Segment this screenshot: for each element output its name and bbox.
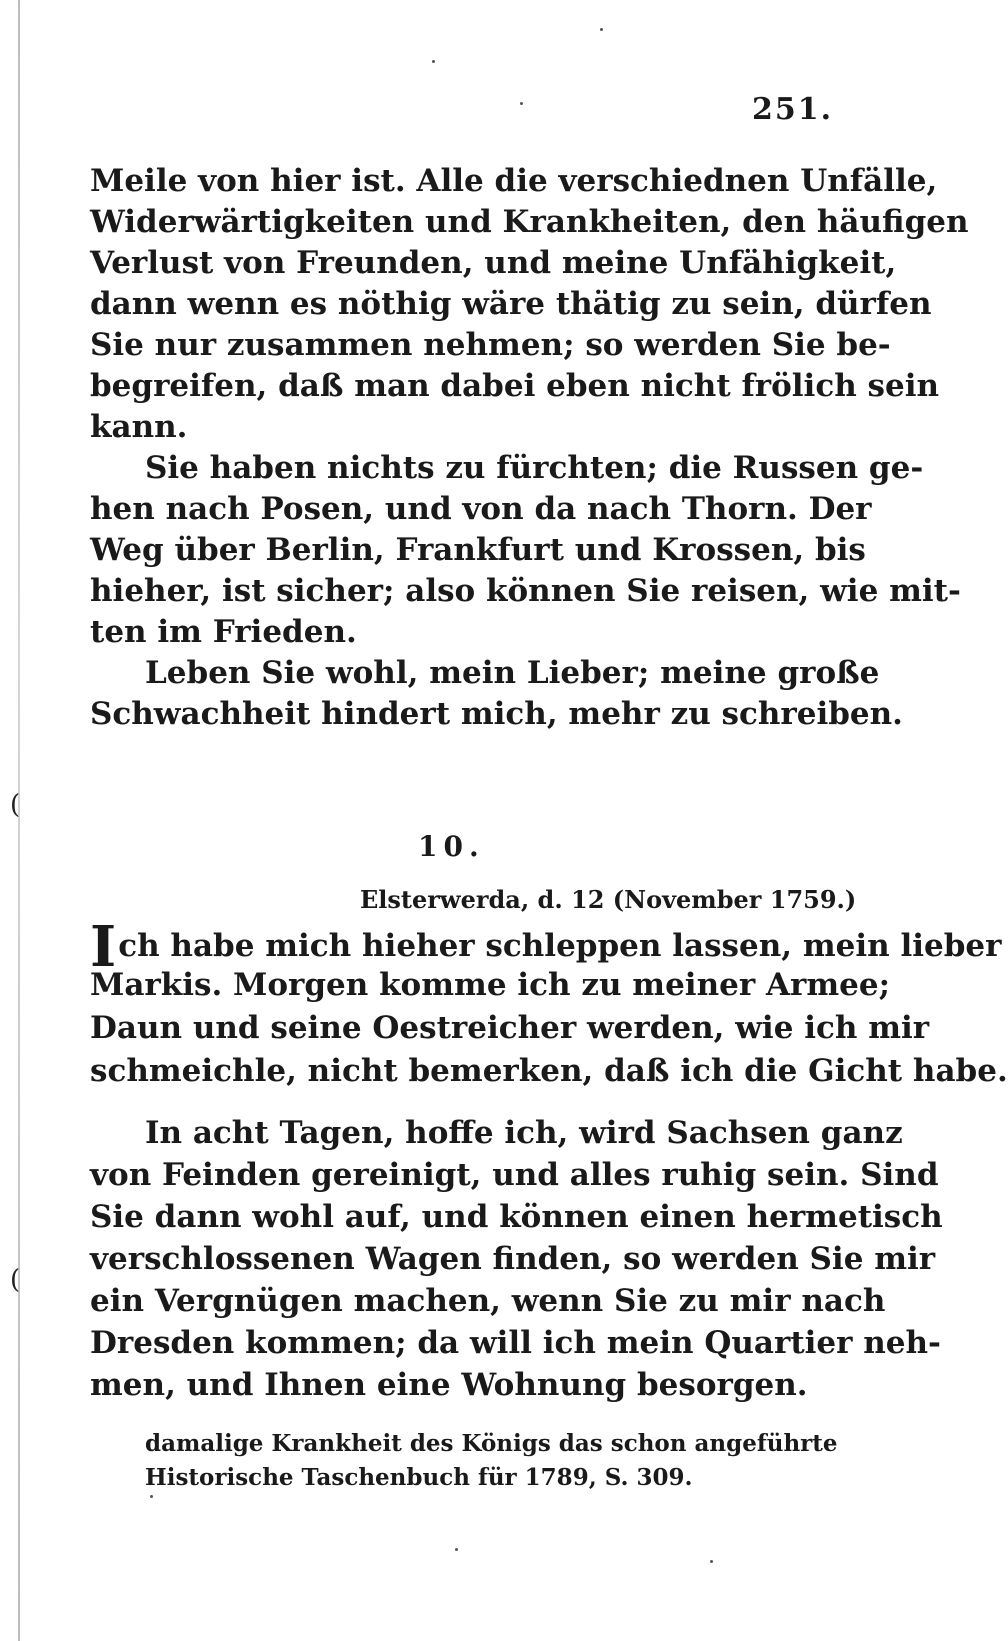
text-line: Daun und seine Oestreicher werden, wie ich mir — [90, 1010, 930, 1046]
text-line: hieher, ist sicher; also können Sie reisen, wie mit- — [90, 573, 961, 609]
text-line: ein Vergnügen machen, wenn Sie zu mir nach — [90, 1283, 886, 1319]
text-line: ch habe mich hieher schleppen lassen, mein lieber — [118, 928, 1002, 964]
text-line: Sie nur zusammen nehmen; so werden Sie be- — [90, 327, 891, 363]
page-number: 251. — [752, 92, 834, 127]
scan-speck — [455, 1548, 458, 1551]
text-line: In acht Tagen, hoffe ich, wird Sachsen ganz — [145, 1115, 903, 1151]
scan-speck — [710, 1560, 713, 1563]
text-line: Markis. Morgen komme ich zu meiner Armee; — [90, 967, 891, 1003]
text-line-with-initial — [90, 914, 1002, 980]
text-line: men, und Ihnen eine Wohnung besorgen. — [90, 1367, 808, 1403]
binding-edge — [18, 0, 20, 1641]
footnote-line: damalige Krankheit des Königs das schon angeführte — [145, 1430, 838, 1457]
scan-speck — [432, 60, 435, 63]
text-line: begreifen, daß man dabei eben nicht frölich sein — [90, 368, 940, 404]
scan-speck — [600, 28, 603, 31]
margin-paren-mark: ( — [10, 1265, 21, 1295]
text-line: ten im Frieden. — [90, 614, 357, 650]
section-number: 10. — [418, 830, 485, 863]
text-line: von Feinden gereinigt, und alles ruhig sein. Sind — [90, 1157, 939, 1193]
text-line: Dresden kommen; da will ich mein Quartier neh- — [90, 1325, 941, 1361]
text-line: Sie haben nichts zu fürchten; die Russen ge- — [145, 450, 924, 486]
margin-paren-mark: ( — [10, 790, 21, 820]
footnote-line: Historische Taschenbuch für 1789, S. 309. — [145, 1464, 693, 1491]
drop-initial: I — [90, 914, 117, 980]
scan-speck — [520, 102, 523, 105]
text-line: kann. — [90, 409, 188, 445]
text-line: Schwachheit hindert mich, mehr zu schreiben. — [90, 696, 903, 732]
scan-speck — [150, 1495, 153, 1498]
text-line: Meile von hier ist. Alle die verschiednen Unfälle, — [90, 163, 938, 199]
text-line: Widerwärtigkeiten und Krankheiten, den häufigen — [90, 204, 969, 240]
text-line: Weg über Berlin, Frankfurt und Krossen, bis — [90, 532, 866, 568]
text-line: Leben Sie wohl, mein Lieber; meine große — [145, 655, 880, 691]
text-line: Sie dann wohl auf, und können einen hermetisch — [90, 1199, 943, 1235]
text-line: dann wenn es nöthig wäre thätig zu sein, dürfen — [90, 286, 932, 322]
text-line: hen nach Posen, und von da nach Thorn. Der — [90, 491, 872, 527]
text-line: schmeichle, nicht bemerken, daß ich die Gicht habe. — [90, 1053, 1008, 1089]
text-line: Verlust von Freunden, und meine Unfähigkeit, — [90, 245, 897, 281]
text-line: verschlossenen Wagen finden, so werden Sie mir — [90, 1241, 936, 1277]
letter-dateline: Elsterwerda, d. 12 (November 1759.) — [360, 885, 857, 914]
